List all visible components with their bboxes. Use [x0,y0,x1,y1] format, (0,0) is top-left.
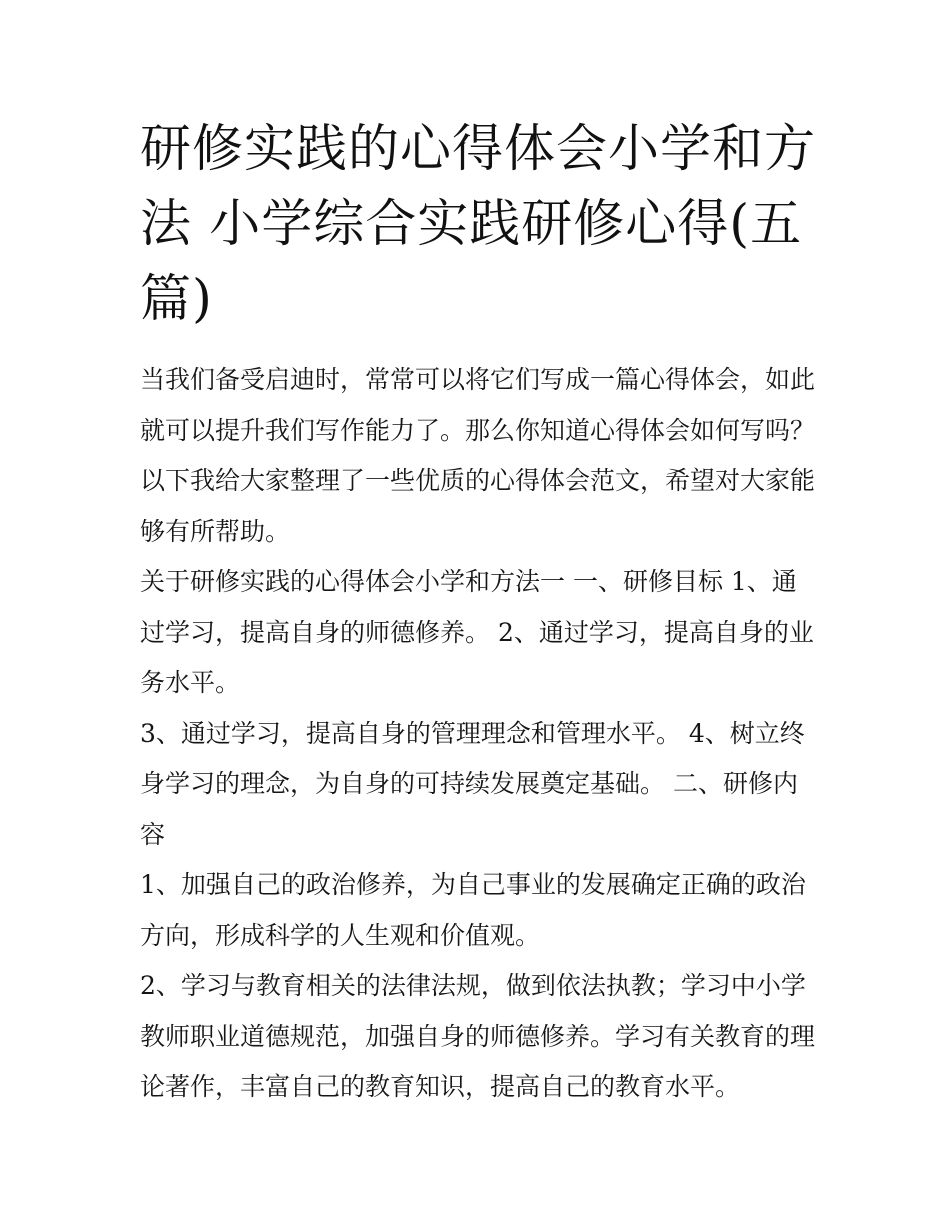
paragraph-goals-continued: 3、通过学习，提高自身的管理理念和管理水平。 4、树立终身学习的理念，为自身的可持续发展奠定基础。 二、研修内容 [140,718,805,849]
paragraph-content-item-2: 2、学习与教育相关的法律法规，做到依法执教；学习中小学教师职业道德规范，加强自身的师德修养。学习有关教育的理论著作，丰富自己的教育知识，提高自己的教育水平。 [140,971,816,1101]
document-body [140,355,820,1113]
document-title: 研修实践的心得体会小学和方法 小学综合实践研修心得(五篇) [140,120,817,329]
paragraph-intro: 当我们备受启迪时，常常可以将它们写成一篇心得体会，如此就可以提升我们写作能力了。那么你知道心得体会如何写吗？以下我给大家整理了一些优质的心得体会范文，希望对大家能够有所帮助。 [140,365,816,546]
paragraph-content-item-1: 1、加强自己的政治修养，为自己事业的发展确定正确的政治方向，形成科学的人生观和价值观。 [140,870,806,950]
paragraph-research-goals: 关于研修实践的心得体会小学和方法一 一、研修目标 1、通过学习，提高自身的师德修养。 2、通过学习，提高自身的业务水平。 [140,567,814,697]
